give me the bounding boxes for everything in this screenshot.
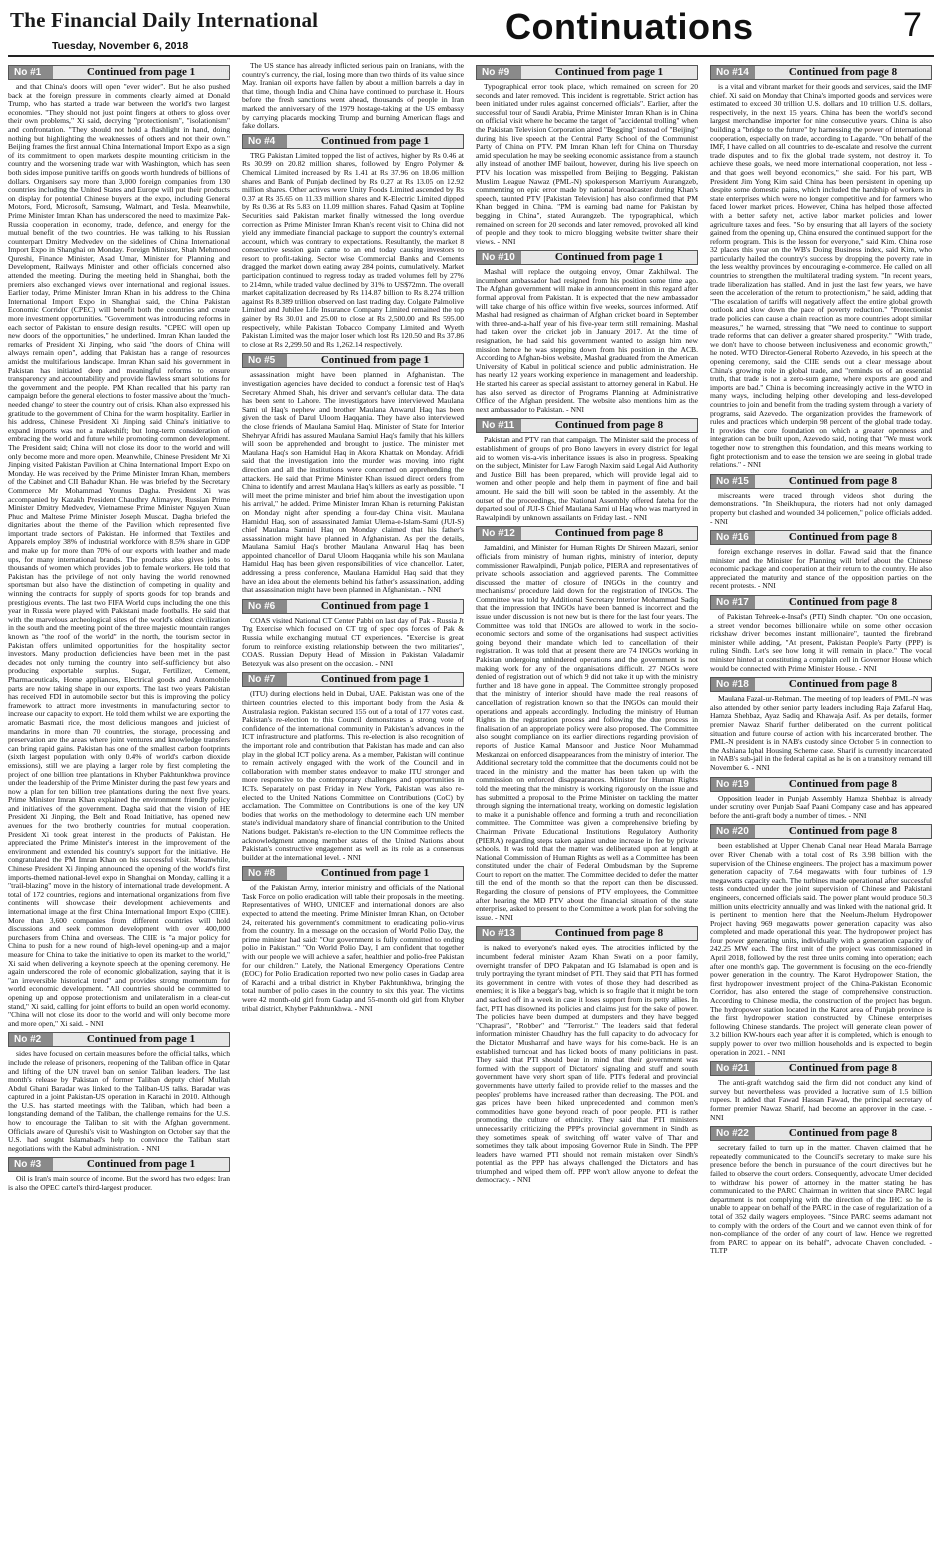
story-number: No #9 <box>477 66 521 79</box>
story-number: No #3 <box>9 1158 53 1171</box>
story-number: No #8 <box>243 867 287 880</box>
story-4 <box>242 134 464 350</box>
story-kicker <box>710 595 932 610</box>
story-number: No #1 <box>9 66 53 79</box>
story-15 <box>710 474 932 526</box>
story-continued-label: Continued from page 8 <box>755 596 931 609</box>
masthead-rule <box>8 55 934 57</box>
story-kicker <box>8 1157 230 1172</box>
story-kicker <box>710 474 932 489</box>
story-kicker <box>710 677 932 692</box>
column-1 <box>8 62 230 1552</box>
story-kicker <box>242 599 464 614</box>
story-continued-label: Continued from page 1 <box>521 251 697 264</box>
story-continued-label: Continued from page 8 <box>755 66 931 79</box>
story-kicker <box>8 65 230 80</box>
story-body: of Pakistan Tehreek-e-Insaf's (PTI) Sindh chapter. "On one occasion, a street vendor becomes billionaire while on some other occasion rickshaw driver becomes instant millionaire", taunted the firebrand minister while adding, "At present, Pakistan People's Party (PPP) is ruling Sindh. Let's see how long it will remain in place." The vocal minister hinted at constituting a complain cell in Governor House which would be connected with Prime Minister House. - NNI <box>710 612 932 673</box>
story-body: Typographical error took place, which remained on screen for 20 seconds and later removed. This incident is regrettable. Strict action has been initiated under rules against concerned officials". Earlier, after the successful tour of Saudi Arabia, Prime Minister Imran Khan is in China on official visit where he became the target of "accidental trolling" when the Pakistan Television Corporation aired "Begging" instead of "Beijing" during his live speech at the Central Party School of the Communist Party of China on PTV. PM Imran Khan left for China on Thursday amid speculation he may be seeking economic assistance from a staunch ally instead of another IMF bailout, however, during his live speech on PTV his location was misspelled from Beijing to Begging. Pakistan Muslim League Nawaz (PML-N) spokesperson Marriyum Aurangzeb, commenting on epic error made by national broadcaster during Khan's speech, taunted PTV [Pakistan Television] has also confirmed that PM Khan begged in China. "PM is earning bad name for Pakistan by begging in China", stated Aurangzeb. The typographical, which remained on screen for 20 seconds and later removed, provoked all kind of people and they took to micro blogging website twitter share their views. - NNI <box>476 82 698 246</box>
story-continued-label: Continued from page 1 <box>521 66 697 79</box>
story-body: Jamaldini, and Minister for Human Rights Dr Shireen Mazari, senior officials from ministry of human rights, ministry of interior, deputy commissioner Rawalpindi, Punjab police, PIERA and representatives of private schools association and aggrieved parents. The Committee discussed the matter of closure of INGOs in the country and mechanisms/ procedure laid down for the registration of INGOs. The Committee was told by Additional Secretary Interior Mohammad Sadiq that the impression that INGOs have been banned is incorrect and the issue under discussion is not new but is there for the last four years. The Committee was told that INGOs are allowed to work in the socio-economic sectors and some of the organisations had suspect activities going beyond their mandate which led to cancellation of their registration. It was told that at present there are 74 INGOs working in Pakistan undergoing unhindered operations and the government is not making work for any of the organisations difficult. 27 NGOs were denied of registration out of which 9 did not take it up with the ministry further and 18 have gone in appeal. The Committee strongly proposed that the ministry of interior should have made the real reasons of cancellation of registration known so that the INGOs can mould their operations and appeals accordingly. Including the ministry of Human Rights in the registration process and following the due process in finalisation of an appropriate policy were also proposed. The Committee also sought compliance on its earlier directions regarding provision of reports of Justice Kamal Mansoor and Justice Noor Muhammad Meskanzai on enforced disappearances from the ministry of interior. The Additional secretary told the committee that the documents could not be traced in the ministry and the matter has been taken up with the commission on enforced disappearances. Minister for Human Rights told the meeting that the ministry is working rigorously on the issue and has submitted a proposal to the Prime Minister on tackling the matter through signing the international treaty, working on domestic legislation to make it a punishable offence and forming a truth and reconciliation committee. The Committee was given a comprehensive briefing by Chairman Private Educational Institutions Regulatory Authority (PIERA) regarding steps taken against undue increase in fee by private schools. It was told that the matter was deliberated upon at length at National Commission of Human Rights as well as a Committee has been constituted under the chair of Federal Ombudsman by the Supreme Court to report on the matter. The Committee decided to defer the matter till the end of the month so that the report can then be discussed. Regarding the closure of pensions of PTV employees, the Committee after hearing the MD PTV about the financial situation of the state enterprise, asked to present to the Committee a work plan for solving the issue. - NNI <box>476 543 698 922</box>
story-continued-label: Continued from page 8 <box>521 419 697 432</box>
column-4 <box>710 62 932 1552</box>
story-9 <box>476 65 698 246</box>
story-body: Maulana Fazal-ur-Rehman. The meeting of top leaders of PML-N was also attended by other senior party leaders including Raja Zafarul Haq, Hamza Shehbaz, Ayaz Sadiq and Khawaja Asif. As per details, former premier Nawaz Sharif further deliberated on the current political situation and future course of action with his incarcerated brother. The PML-N president is in NAB's custody since October 5 in connection to the Ashiana Iqbal Housing Scheme case. Sharif is currently incarcerated in NAB's sub-jail in the federal capital as he is on a transitory remand till November 6. - NNI <box>710 694 932 772</box>
story-number: No #6 <box>243 600 287 613</box>
masthead <box>0 0 942 62</box>
story-continued-label: Continued from page 1 <box>287 600 463 613</box>
story-kicker <box>8 1032 230 1047</box>
story-11 <box>476 418 698 522</box>
story-number: No #4 <box>243 135 287 148</box>
story-6 <box>242 599 464 669</box>
story-number: No #19 <box>711 778 755 791</box>
story-continued-label: Continued from page 1 <box>53 1033 229 1046</box>
story-number: No #11 <box>477 419 521 432</box>
story-kicker <box>710 1061 932 1076</box>
story-kicker <box>710 65 932 80</box>
story-7 <box>242 672 464 862</box>
story-19 <box>710 777 932 821</box>
story-kicker <box>710 777 932 792</box>
story-continued-label: Continued from page 8 <box>755 678 931 691</box>
story-number: No #2 <box>9 1033 53 1046</box>
story-kicker <box>710 1126 932 1141</box>
story-number: No #17 <box>711 596 755 609</box>
story-14 <box>710 65 932 470</box>
story-body: sides have focused on certain measures before the official talks, which include the release of prisoners, reopening of the Taliban office in Qatar and lifting of the UN travel ban on senior Taliban leaders. The last month's release by Pakistan of former Taliban deputy chief Mullah Abdul Ghani Baradar was linked to the Taliban-US talks. Baradar was captured in a joint Pakistan-US operation in Karachi in 2010. Although the U.S. has started meetings with the Taliban, which had been a longstanding demand of the Taliban, the challenge remains for the U.S. how to encourage the Taliban to sit with the Afghan government. Officials aware of Qureshi's visit to Washington on October say that the U.S. had sought Islamabad's help to convince the Taliban start negotiations with the Kabul administration. - NNI <box>8 1049 230 1153</box>
story-number: No #14 <box>711 66 755 79</box>
story-number: No #18 <box>711 678 755 691</box>
story-continued-label: Continued from page 8 <box>755 1062 931 1075</box>
columns <box>8 62 934 1552</box>
story-kicker <box>242 672 464 687</box>
story-body: of the Pakistan Army, interior ministry and officials of the National Task Force on polio eradication will table their proposals in the meeting. Representatives of WHO, UNICEF and international donors are also expected to attend the meeting. Prime Minister Imran Khan, on October 24, reiterated his government's commitment to eradicating polio-virus from the country. In a message on the occasion of World Polio Day, the prime minister had said: "Our government is fully committed to ending polio in Pakistan." "On World Polio Day, I am confident that together with our people we will achieve a safer, healthier and polio-free Pakistan for our children." Lately, the National Emergency Operations Centre (EOC) for Polio Eradication reported two new polio cases in Gadap area of Karachi and a tribal district in Khyber Pakhtunkhwa, bringing the total number of polio cases in the country to six this year. The victims were 42 month-old girl from Gadap and 55-month old girl from Khyber tribal district, Khyber Pakhtunkhwa. - NNI <box>242 883 464 1013</box>
story-number: No #13 <box>477 927 521 940</box>
story-kicker <box>476 926 698 941</box>
story-number: No #16 <box>711 531 755 544</box>
story-kicker <box>476 65 698 80</box>
story-22 <box>710 1126 932 1256</box>
story-body: COAS visited National CT Center Pabbi on last day of Pak - Russia Jt Trg Exercise which focused on CT trg of spec ops forces of Pak & Russia while exchanging mutual CT experiences. "Exercise is great forum to reinforce existing relationship between the two militaries", COAS. Russian Deputy Head of Mission in Pakistan Valadamir Betezyuk was also present on the occasion. - NNI <box>242 615 464 668</box>
story-2 <box>8 1032 230 1153</box>
story-1 <box>8 65 230 1028</box>
story-body: TRG Pakistan Limited topped the list of actives, higher by Rs 0.46 at Rs 30.99 on 20.82 million shares, followed by Engro Polymer & Chemical Limited increased by Rs 1.41 at Rs 37.96 on 18.06 million shares and Bank of Punjab declined by Rs 0.27 at Rs 13.05 on 12.92 million shares. Other actives were Unity Foods Limited ascended by Rs 0.37 at Rs 35.65 on 11.33 million shares and K-Electric Limited dipped by Rs 0.36 at Rs 5.83 on 11.09 million shares. Fahad Qasim at Topline Securities said Pakistan market finally witnessed the long overdue correction as Prime Minister Imran Khan's recent visit to China did not yield any immediate financial package to support the country's external account, which was contrary to expectations. Resultantly, the market 8 consecutive session gain came to an end today causing investors to resort to profit-taking. Sector wise Commercial Banks and Cements dragged the market down eating away 284 points, cumulatively. Market participation continued to regress today as traded volumes fell by 27% to 214mn, while traded value declined by 31% to US$72mn. The overall market capitalization decreased by Rs 114.87 billion to Rs 8.274 trillion against Rs 8.389 trillion observed on last trading day. Colgate Palmolive Limited and Jubilee Life Insurance Company Limited remained the top gainer by Rs 30.01 and 25.00 to close at Rs 2,500.00 and Rs 595.00 respectively, while Pakistan Tobacco Company Limited and Wyeth Pakistan Limited was the major loser which lost Rs 120.50 and Rs 37.86 to close at Rs 2,299.50 and Rs 1,262.14 respectively. <box>242 150 464 349</box>
story-continued-label: Continued from page 1 <box>287 135 463 148</box>
page-number: 7 <box>903 6 922 44</box>
story-number: No #12 <box>477 527 521 540</box>
story-kicker <box>476 250 698 265</box>
story-body: secretary failed to turn up in the matter. Chaven claimed that he repeatedly communicated to the Council's secretary to make sure his presence before the bench in pursuance of the court directives but he failed to observe the court orders. Consequently, advocate Umer decided to withdraw his power of attorney in the matter stating he has communicated to the PARC Chairman in written that since PARC legal department is not complying with the direction of the IHC so he is unable to appear on behalf of the PARC in the case of regularization of a total of 352 daily wagers employees. "Since PARC seems adamant not to comply with the orders of the Court and we cannot even think of for non-compliance of the order of any court of law. Hence we regretted from PARC to appear on its behalf", advocate Chaven concluded. - TLTP <box>710 1143 932 1256</box>
story-17 <box>710 595 932 673</box>
story-body: miscreants were traced through videos shot during the demonstrations. "In Sheikhupura, the rioters had not only damaged property but clashed and wounded 34 policemen," police officials added. - NNI <box>710 490 932 526</box>
story-body: The anti-graft watchdog said the firm did not conduct any kind of survey but nevertheless was provided a lucrative sum of 1.5 billion rupees. It added that Fawad Hassan Fawad, the principal secretary of former premier Nawaz Sharif, had become an approver in the case. - NNI <box>710 1078 932 1122</box>
story-5 <box>242 353 464 594</box>
story-body: Mashal will replace the outgoing envoy, Omar Zakhilwal. The incumbent ambassador had resigned from his position some time ago. The Afghan government will make in announcement in this regard after formal approval from Pakistan. It is expected that the new ambassador will take charge of his office within five weeks, sources informed. Atif Mashal had resigned as chairman of Afghan cricket board in September with three-and-a-half year of his five-year term still remaining. Mashal had taken over the cricket job in January 2017. At the time of resignation, he had said his government wanted to assign him new mission hence he was stepping down from his position in the ACB. According to Afghan-bios website, Mashal graduated from the American University of Kabul in political science and public administration. He has nearly 12 years working experience in management and leadership. He started his career as special assistant to attorney general in Kabul. He has also served as director of Programs Planning at Administrative Office of the Afghan president. The website also mentions him as the next ambassador to Pakistan. - NNI <box>476 267 698 414</box>
story-16 <box>710 530 932 591</box>
story-number: No #7 <box>243 673 287 686</box>
story-number: No #5 <box>243 354 287 367</box>
story-body: foreign exchange reserves in dollar. Fawad said that the finance minister and the Minister for Planning will brief about the Chinese economic package and cooperation at their return to the country. He also appreciated the maturity and stance of the opposition parties on the recent protests. - NNI <box>710 547 932 591</box>
paper-name: The Financial Daily International <box>10 8 319 32</box>
story-number: No #21 <box>711 1062 755 1075</box>
story-body: been established at Upper Chenab Canal near Head Marala Barrage over River Chenab with a total cost of Rs 3.98 billion with the supervision of the Chinese engineers. The project has a maximum power generation capacity of 7.64 megawatts with four turbines of 1.9 megawatts capacity each. The turbines made operational after successful tests conducted under the joint supervision of Chinese and Pakistani engineers, concerned officials said. The power plant would produce 50.3 million units electricity annually and was linked with the national grid. It is pertinent to mention here that the Neelum-Jhelum Hydropower Project having 969 megawatts power generation capacity was also completed and made operational this year. The hydropower project has four power generating units, individually with a generation capacity of 242.25 MW each. The first unit of the project was commissioned in April 2018, followed by the rest three units coming into operation; each after one month's gap. The government is focusing on the eco-friendly power generation in the country. The Karot Hydropower Station, the first hydropower investment project of the China-Pakistan Economic Corridor, has also entered the stage of comprehensive construction. According to Chinese media, the construction of the project has begun. The hydropower station located in the Karot area of Punjab province is the first hydropower station constructed by Chinese enterprises following Chinese standards. The project will generate clean power of 3.2 billion KW-hours each year after it is completed, which is enough to supply power to over two million households and is expected to begin operation in 2021. - NNI <box>710 841 932 1057</box>
story-body: Oil is Iran's main source of income. But the sword has two edges: Iran is also the OPEC cartel's third-largest producer. <box>8 1174 230 1193</box>
story-kicker <box>710 824 932 839</box>
story-20 <box>710 824 932 1057</box>
story-8 <box>242 866 464 1013</box>
story-continued-label: Continued from page 8 <box>755 825 931 838</box>
column-2 <box>242 62 464 1552</box>
story-number: No #20 <box>711 825 755 838</box>
story-body: is a vital and vibrant market for their goods and services, said the IMF chief. Xi said on Monday that China's imported goods and services were estimated to exceed 30 trillion U.S. dollars and 10 trillion U.S. dollars, respectively, in the next 15 years. China has been the world's second largest merchandise importer for nine consecutive years. China is also building a "bridge to the future" by harnessing the power of international cooperation, especially on trade, according to Lagarde. "On behalf of the IMF, I have called on all countries to de-escalate and resolve the current trade disputes and to fix the global trade system, not destroy it. To achieve these goals, we need more international cooperation, not less - and that goes well beyond economics," she said. For his part, WB President Jim Yong Kim said China has been persistent in opening up despite some domestic pains, which included the hardship of workers in state enterprises which were no longer competitive and for farmers who faced lower market prices. However, China has helped those affected with a better safety net, active labor market policies and lower agriculture taxes and fees. "So by ensuring that all layers of the society gained from the opening up, China ensured the continued support for the reform program. This is the lesson for everyone," said Kim. China rose 32 places this year on the WB's Doing Business index, said Kim, who particularly hailed the country's success by dropping the poverty rate in the less wealthy provinces by encouraging e-commerce. He called on all countries to strengthen the multilateral trading system. "In recent years, trade liberalization has stalled. And in just the last few years, we have seen the acceleration of the return to protectionism," he said, adding that "The escalation of tariffs will negatively affect the entire global growth outlook and slow down the pace of poverty reduction." "Protectionist trade policies can cause a chain reaction as more countries adopt similar measures," he warned, stressing that "We need to continue to support trade reforms that can deliver a greater shared prosperity." "With trade, we don't have to choose between inclusiveness and economic growth," he noted. WTO Director-General Roberto Azevedo, in his speech at the opening ceremony, said the CIIE sends out a clear message about China's growing role in global trade, and "reminds us of an essential truth, that trade is not a zero-sum game, where exports are good and imports are bad." China is becoming increasingly active in the WTO in many ways, including helping other developing and less-developed countries to join and benefit from the trading system through a variety of programs, said Azevedo. The organization provides the framework of rules and practices which underpin 98 percent of the global trade today. It provides the core foundation on which a greater openness and integration can be built upon, Azevedo said, noting that "We must work together now to strengthen this foundation, and this means working to fight protectionism and to ease the tension we are seeing in global trade relations." - NNI <box>710 82 932 470</box>
story-continued-label: Continued from page 8 <box>755 531 931 544</box>
story-18 <box>710 677 932 772</box>
story-kicker <box>710 530 932 545</box>
story-continued-label: Continued from page 8 <box>521 927 697 940</box>
story-continued-label: Continued from page 1 <box>287 867 463 880</box>
story-12 <box>476 526 698 922</box>
story-13 <box>476 926 698 1185</box>
issue-date: Tuesday, November 6, 2018 <box>52 40 189 52</box>
story-continued-label: Continued from page 8 <box>755 1127 931 1140</box>
story-21 <box>710 1061 932 1122</box>
story-10 <box>476 250 698 414</box>
story-continued-label: Continued from page 1 <box>287 354 463 367</box>
story-kicker <box>476 418 698 433</box>
story-continued-label: Continued from page 1 <box>53 1158 229 1171</box>
story-number: No #22 <box>711 1127 755 1140</box>
story-body: (ITU) during elections held in Dubai, UAE. Pakistan was one of the thirteen countries elected to this important body from the Asia & Australasia region. Pakistan secured 155 out of a total of 177 votes cast. Pakistan's re-election to this Council demonstrates a strong vote of confidence of the international community in Pakistan's advances in the ICT infrastructure and platforms. This re-election is also recognition of the important role and contribution that Pakistan has made and can also play in the global ICT policy arena. As a member, Pakistan will continue to remain actively engaged with the work of the Council and in collaboration with member states endeavor to make ITU stronger and more responsive to the contemporary challenges and opportunities in ICTs. Separately on past Friday in New York, Pakistan was also re-elected to the United Nations Committee on Contributions (CoC) by acclamation. The Committee on Contributions is one of the key UN bodies that works on the methodology to determine each UN member state's individual mandatory share of financial contribution to the United Nations budget. Pakistan's re-election to the UN Committee reflects the acknowledgment among member states of the United Nations about Pakistan's constructive engagement as well as its role as a consensus builder at the international level. - NNI <box>242 689 464 862</box>
column-3 <box>476 62 698 1552</box>
story-continued-label: Continued from page 8 <box>521 527 697 540</box>
story-kicker <box>242 134 464 149</box>
story-body-carryover: The US stance has already inflicted serious pain on Iranians, with the country's currency, the rial, losing more than two thirds of its value since May. Iranian oil exports have fallen by about a million barrels a day in that time, though India and China have continued to purchase it. Hours before the fresh sanctions went ahead, thousands of people in Iran marked the anniversary of the 1979 hostage-taking at the US embassy by carrying placards mocking Trump and burning American flags and fake dollars. <box>242 62 464 131</box>
story-continued-label: Continued from page 1 <box>287 673 463 686</box>
story-continued-label: Continued from page 1 <box>53 66 229 79</box>
story-continued-label: Continued from page 8 <box>755 475 931 488</box>
story-body: Opposition leader in Punjab Assembly Hamza Shehbaz is already under scrutiny over Punjab Saaf Paani Company case and has appeared before the anti-graft body a number of times. - NNI <box>710 793 932 820</box>
story-3 <box>8 1157 230 1192</box>
story-kicker <box>476 526 698 541</box>
story-body: Pakistan and PTV ran that campaign. The Minister said the process of establishment of groups of pro Bono lawyers in every district for legal aid to women vis-a-vis inheritance issues is also in progress. Speaking on the subject, Minister for Law Farogh Naxim said Legal Aid Authority and Justice Bill has been prepared, which will provide legal aid to women and other people and help them in payment of fine and bail amount. He said the bill will soon be tabled in the assembly. At the outset of the proceedings, the National Assembly offered fateha for the departed soul of JUI-S Chief Maulana Sami ul Haq who was martyred in Rawalpindi by unknown assailants on Friday last. - NNI <box>476 435 698 522</box>
story-number: No #15 <box>711 475 755 488</box>
story-body: and that China's doors will open "ever wider". But he also pushed back at the foreign pressure in comments clearly aimed at Donald Trump, who has started a trade war between the world's two largest economies. "They should not just point fingers at others to gloss over their own problems," Xi said, decrying "protectionism", "isolationism" and confrontation. "They should not hold a flashlight in hand, doing nothing but highlighting the weaknesses of others and not their own." Beijing frames the first annual China International Import Expo as a sign of its commitment to open markets despite mounting criticism in the country and the worsening trade war with Washington, which has seen both sides impose punitive tariffs on goods worth hundreds of billions of dollars. Organisers say more than 3,000 foreign companies from 130 countries including the United States and Europe will put their products on display for potential Chinese buyers at the expo, including General Motors, Ford, Microsoft, Samsung, Walmart, and Tesla. Meanwhile, Prime Minister Imran Khan has underscored the need to maximize Pak-Russia cooperation in economy, trade, defence, and energy for the mutual benefit of the two countries. He was talking to his Russian counterpart Dmitry Medvedev on the sidelines of China International Import Expo in Shanghai on Monday. Foreign Minister, Shah Mehmood Qureshi, Finance Minister, Asad Umar, Minister for Planning and Development, Railways Minister and other officials concerned also attended the meeting. During the meeting held in Shanghai, both the premiers also exchanged views over international and regional issues. Earlier today, Prime Minister Imran Khan in his address to the China International Import Expo in Shanghai said, the China Pakistan Economic Corridor (CPEC) will benefit both the countries and create more investment opportunities. "Government was introducing reforms in each sector of Pakistan to ensure design results. "CPEC will open up new doors of the opportunities," he underlined. Imran Khan lauded the remarks of President Xi Jinping, who said "the doors of China will always remain open", adding that Pakistan has a range of resources amidst the multifarious landscape. Imran Khan said his government in Pakistan has initiated deep and meaningful reforms to ensure transparency and accountability and provide flawless smart solutions for the government and the people. PM Khan recalled that his party ran campaign before the general elections to foster massive about the 'much-needed change' to steer the country out of crisis. Khan also expressed his gratitude to the government of China for the warm hospitality. Earlier in his address, Chinese President Xi Jinping said China's initiative to expand imports was not a makeshift; but long-term consideration of embracing the world and future while promoting common development. The President said; China will not close its door to the world and will only become more and more open. Meanwhile, Chinese President Mr Xi Jinping visited Pakistan Pavilion at China International Import Expo on Monday. He was received by the Prime Minister Imran Khan, members of the Cabinet and CII Bahadur Khan. He was briefed by the Secretary Commerce Mr Mohammad Younus Dagha. President Xi was accompanied by Kazakh President Chaudhry Alimayev, Russian Prime Minister Dmitry Medvedev, Vietnamese Prime Minister Nguyen Xuan Phuc and Maltese Prime Minister Joseph Muscat. Dagha briefed the dignitaries about the theme of the Pavilion which represented five important trade sectors of Pakistan. He informed that Textiles and Apparels employ 38% of industrial workforce with 8.5% share in GDP and make up for more than 70% of our exports with leather and made ups, for many international brands. The products also gives jobs to thousands of women which provides job to female workers. He told that Pakistan has the privilege of not only having the world renowned sportsman but also have the distinction of competing in quality and winning the contracts for supply of sports goods for top brands and prestigious events. The last two FIFA World cups including the one this year in Russia were played with Pakistani made footballs. He said that with the marvelous archeological sites of the world's oldest civilization in the south and the meeting point of the three majestic mountain ranges known as "the roof of the world" in the north, the tourism sector in Pakistan offers unlimited opportunities for the hospitality sector investors. Many production deficiencies have been met in the past decades not only turning the country into self-sufficiency but also producing exportable surplus. Sugar, Fertilizer, Cement, Pharmaceuticals, Home appliances, Electrical goods and Automobile parts are now taking shape in our exports. The last two years Pakistan has received FDI in automobile sector but this is improving the policy framework to attract more investments in manufacturing sector to increase our capacity to export. He told them whilst we are exporting the aromatic Basmati rice, the most delicious mangoes and juiciest of mandarins in more than 70 countries, the storage, processing and preservation are the areas where joint ventures and knowledge transfers can bring rapid gains. Pakistan has one of the smallest carbon footprints (sixth largest population with only 0.4% of world's carbon dioxide emissions), still we are playing a larger role by first completing the project of one billion tree plantations in Khyber Pakhtunkhwa province under the leadership of the Prime Minister during the past few years and now a plan for ten billion tree plantations during the next five years. Prime Minister Imran Khan explained the environment friendly policy and initiatives of the government. Dagha said that the vision of HE President Xi Jinping, the Belt and Road Initiative, has opened new avenues for the two brotherly countries for mutual cooperation. President Xi took great interest in the products of Pakistan. He appreciated the Prime Minister's interest in the improvement of the environment and extended his country's support for the initiative. He congratulated the PM Imran Khan on his successful visit. Meanwhile, Chinese President Xi Jinping announced the opening of the world's first imports-themed national-level expo in Shanghai on Monday, calling it a "trail-blazing" move in the history of international trade development. A total of 172 countries, regions and international organizations from five continents will showcase their development achievements and international image at the first China International Import Expo (CIIE). More than 3,600 companies from different countries will hold discussions and seek common development with over 400,000 purchasers from China and overseas. The CIIE is "a major policy for China to push for a new round of high-level opening-up and a major measure for China to take the initiative to open its market to the world," Xi said when delivering a keynote speech at the opening ceremony. He again underscored the role of economic globalization, saying that it is "an irreversible historical trend" and provides strong momentum for world economic development. "All countries should be committed to opening up and oppose protectionism and unilateralism in a clear-cut stand," Xi said, calling for joint efforts to build an open world economy. "China will not close its door to the world and will only become more and more open," Xi said. - NNI <box>8 82 230 1028</box>
story-kicker <box>242 353 464 368</box>
section-title: Continuations <box>505 6 754 47</box>
story-number: No #10 <box>477 251 521 264</box>
story-body: is naked to everyone's naked eyes. The atrocities inflicted by the incumbent federal minister Azam Khan Swati on a poor family, overnight transfer of DPO Pakpatan and IG Islamabad is open and is truly portraying the tyrant mindset of PTI. They said that PTI has formed its government in centre with votes of those they had described as enemies; it is like a beggar's bag, which is so fragile that it might be torn and sacked off in a week in case it loses support from its petty allies. In fact, PTI has disowned its policies and claims just for the sake of power. The policies have been dumped at dumpsters and they have begged "Chaprasi", "Robber" and "Terrorist." The leaders said that federal information minister Chaudhry has the full capacity to do advocacy for the Dictator Musharraf and have ways for his come-back. He is an established turncoat and has licked boots of many politicians in past. They said that PTI should bear in mind that their government was formed with the support of Dictators' signaling and stuff and south government have very short span of life. PTI's federal and provincial governments have utterly failed to provide relief to the masses and the peoples' problems have increased rather than decreasing. The POL and gas prices have been hiked unprecedented and common men's commodities have gone beyond reach of poor people. PTI is rather promoting the culture of ethnicity. They said that PTI ministers unnecessarily criticizing the PPP's provincial government in Sindh as they sometimes speak of switching off water valve of Thar and sometimes they talk about imposing Governor Rule in Sindh. The PPP leaders have warned PTI should not remain mistaken over Sindh's potential as the PPP has always challenged the Dictators and has triumphed and wiped them off. PPP won't allow anyone to defeat the democracy. - NNI <box>476 943 698 1185</box>
story-body: assassination might have been planned in Afghanistan. The investigation agencies have decided to conduct a forensic test of Haq's Secretary Ahmed Shah, his driver and servant's cellular data. The data has been sent to Lahore. The investigators have interviewed Maulana Sami ul Haq's nephew and brother Maulana Anwarul Haq has been given the task of Darul Uloom Haqqania. They have also interviewed the close friends of Maulana Samiul Haq. Minister of State for Interior Shehryar Afridi has assured Maulana Samiul Haq's family that his killers will soon be apprehended and brought to justice. The minister met Maulana Haq's son Hamidul Haq in Akora Khattak on Monday. Afridi said that the investigation into the murder was moving into right direction and all the institutions were concerned on apprehending the attackers. He said that Prime Minister Khan issued direct orders from China to identify and arrest Maulana Haq's killers as early as possible. "I will meet the prime minister and brief him about the investigation upon his arrival," he added. Prime Minister Imran Khan is returning Pakistan on Monday night after spending a four-day China visit. Maulana Hamidul Haq, son of assassinated Jamiat Ulema-e-Islam-Sami (JUI-S) chief Maulana Samiul Haq on Monday claimed that his father's assassination might have planned in Afghanistan. As per the details, Maulana Samiul Haq's brother Maulana Anwarul Haq has been appointed chancellor of Darul Uloom Haqqania while his son Maulana Hamidul Haq has been given responsibilities of vice chancellor. Later, addressing a press conference, Maulana Hamidul Haq said that they have an idea about the elements behind his father's assassination, adding that assassination might have been planned in Afghanistan. - NNI <box>242 370 464 595</box>
story-continued-label: Continued from page 8 <box>755 778 931 791</box>
story-kicker <box>242 866 464 881</box>
